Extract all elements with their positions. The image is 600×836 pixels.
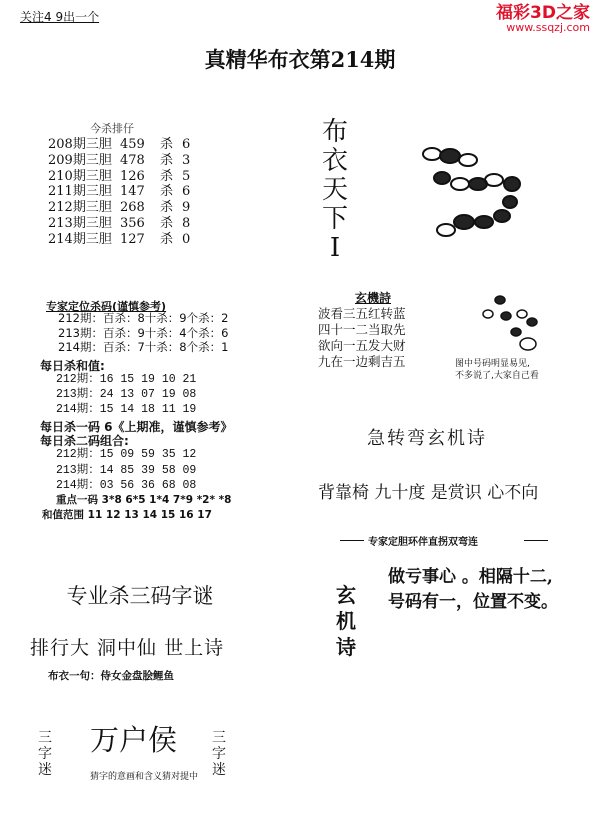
- danpai-period: 208期三胆: [48, 137, 112, 152]
- pair-list: [56, 447, 196, 494]
- poem-line: 欲向一五发大财: [318, 338, 406, 353]
- danpai-kill: 0: [182, 231, 191, 247]
- danpai-kill: 8: [182, 215, 191, 231]
- vertical-title: 布衣天下I: [321, 117, 348, 263]
- kill-row: 212期：百杀：8十杀：9个杀：2: [58, 311, 229, 325]
- sum-row: 214期：15 14 18 11 19: [56, 403, 197, 416]
- danpai-table: [48, 137, 190, 248]
- sum-row: 212期：16 15 19 10 21: [56, 373, 197, 386]
- danpai-heading: 今杀排仔: [90, 122, 134, 135]
- coin-ring-image: [420, 140, 530, 240]
- danpai-period: 214期三胆: [48, 231, 112, 247]
- pair-row: 214期：03 56 36 68 08: [56, 479, 197, 492]
- danpai-kill-label: 杀: [160, 184, 174, 200]
- riddle-label-right: 三字迷: [212, 730, 226, 778]
- danpai-period: 212期三胆: [48, 200, 112, 216]
- kill-row: 214期：百杀：7十杀：8个杀：1: [58, 340, 229, 354]
- danpai-row: [48, 216, 190, 232]
- danpai-digits: 478: [120, 152, 145, 168]
- top-note: 关注4 9出一个: [20, 10, 100, 24]
- danpai-digits: 459: [120, 137, 145, 152]
- one-kill-line: 每日杀一码 6《上期准，谨慎参考》: [40, 420, 233, 434]
- figure-note-line: 图中号码明显易见,: [455, 359, 530, 369]
- sum-row: 213期：24 13 07 19 08: [56, 388, 197, 401]
- riddle-small-note: 猜字的意画和含义猜对提中: [90, 772, 199, 782]
- danpai-period: 209期三胆: [48, 152, 112, 168]
- danpai-kill-label: 杀: [160, 168, 174, 184]
- riddle-two: [388, 565, 558, 615]
- sum-heading: 每日杀和值:: [40, 359, 105, 373]
- poem-heading: 玄機詩: [355, 291, 392, 305]
- danpai-kill-label: 杀: [160, 152, 174, 168]
- brand-name: 福彩3D之家: [496, 3, 590, 23]
- expert-line: 专家定胆环伴直拐双弯连: [368, 537, 478, 548]
- danpai-digits: 356: [120, 215, 145, 231]
- buyi-line: 布衣一句：侍女金盘脍鲤鱼: [48, 670, 174, 682]
- brand-url: www.ssqzj.com: [506, 21, 590, 34]
- figure-note: [455, 358, 539, 382]
- divider-left: [340, 540, 364, 541]
- pair-heading: 每日杀二码组合:: [40, 434, 129, 448]
- danpai-row: [48, 153, 190, 169]
- poem-line: 波看三五红转蓝: [318, 306, 406, 321]
- sum-range-line: 和值范围 11 12 13 14 15 16 17: [42, 509, 212, 521]
- danpai-row: [48, 184, 190, 200]
- riddle-two-line: 做亏事心 。相隔十二,: [388, 567, 553, 587]
- divider-right: [524, 540, 548, 541]
- danpai-digits: 268: [120, 200, 145, 216]
- riddle-label-left: 三字迷: [38, 730, 52, 778]
- pair-row: 212期：15 09 59 35 12: [56, 448, 197, 461]
- brand-watermark[interactable]: [496, 4, 590, 34]
- danpai-kill: 9: [182, 200, 191, 216]
- danpai-digits: 147: [120, 184, 145, 200]
- poem-lines: [318, 306, 406, 370]
- danpai-kill-label: 杀: [160, 231, 174, 247]
- poem-line: 四十一二当取先: [318, 322, 406, 337]
- key-codes-line: 重点一码 3*8 6*5 1*4 7*9 *2* *8: [56, 494, 232, 506]
- riddle-words: 排行大 洞中仙 世上诗: [30, 637, 225, 659]
- riddle-two-line: 号码有一，位置不变。: [388, 592, 558, 612]
- jzw-line: 背靠椅 九十度 是赏识 心不向: [318, 483, 539, 503]
- jzw-title: 急转弯玄机诗: [367, 428, 487, 449]
- pair-row: 213期：14 85 39 58 09: [56, 463, 197, 477]
- danpai-kill: 6: [182, 137, 191, 152]
- danpai-kill: 5: [182, 168, 191, 184]
- danpai-row: [48, 169, 190, 185]
- riddle-title: 专业杀三码字谜: [66, 584, 214, 608]
- danpai-digits: 127: [120, 231, 145, 247]
- danpai-period: 213期三胆: [48, 215, 112, 231]
- kill-row: 213期：百杀：9十杀：4个杀：6: [58, 325, 229, 340]
- danpai-kill-label: 杀: [160, 215, 174, 231]
- danpai-kill-label: 杀: [160, 137, 174, 152]
- kill-list: [58, 311, 228, 355]
- danpai-kill: 6: [182, 184, 191, 200]
- page-title: 真精华布衣第214期: [204, 47, 396, 72]
- danpai-period: 211期三胆: [48, 184, 112, 200]
- kill-heading: 专家定位杀码(谨慎参考): [46, 300, 167, 313]
- coins-image: [470, 292, 550, 354]
- danpai-row: [48, 137, 190, 153]
- riddle-answer-wanhuhou: 万户侯: [90, 723, 178, 757]
- danpai-digits: 126: [120, 168, 145, 184]
- danpai-row: [48, 232, 190, 248]
- danpai-period: 210期三胆: [48, 168, 112, 184]
- figure-note-line: 不多说了,大家自己看: [455, 371, 539, 381]
- danpai-kill-label: 杀: [160, 200, 174, 216]
- sum-list: [56, 372, 196, 417]
- vertical-jishi: 玄机诗: [336, 583, 356, 659]
- poem-line: 九在一边剩吉五: [318, 354, 406, 369]
- danpai-kill: 3: [182, 152, 191, 168]
- danpai-row: [48, 200, 190, 216]
